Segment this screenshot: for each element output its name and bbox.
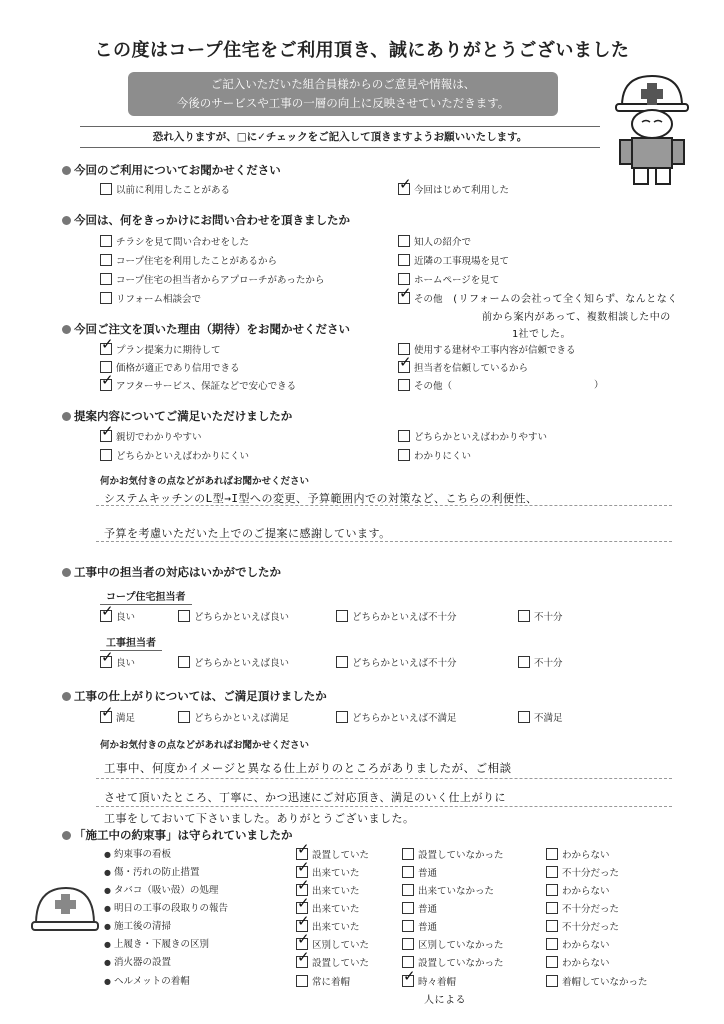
checkbox[interactable] [336,610,348,622]
q7-row-7-b[interactable]: ✓ 時々着帽 [402,975,456,989]
checkbox[interactable] [336,656,348,668]
checkbox[interactable] [178,610,190,622]
q7-row-4-c[interactable]: 不十分だった [546,920,619,934]
q7-row-1-b[interactable]: 普通 [402,866,437,880]
q4-option-2[interactable]: どちらかといえばわかりにくい [100,449,249,463]
q7-row-2-c[interactable]: わからない [546,884,610,898]
q5-group1-label: コープ住宅担当者 [100,588,192,605]
q7-row-0-b[interactable]: 設置していなかった [402,848,504,862]
q4-comment-label: 何かお気付きの点などがあればお聞かせください [100,476,310,487]
q3-option-0[interactable]: ✓プラン提案力に期待して [100,343,221,357]
q5-g1-opt-1[interactable]: どちらかといえば良い [178,610,289,624]
q2-option-7[interactable]: ✓ その他 [398,292,443,306]
q3-option-5[interactable]: その他（ [398,379,452,393]
checkbox[interactable] [398,254,410,266]
checkbox-checked[interactable] [398,183,410,195]
page-title: この度はコープ住宅をご利用頂き、誠にありがとうございました [94,40,630,61]
q3-other-close: ） [594,380,604,391]
q2-option-1[interactable]: 知人の紹介で [398,235,471,249]
checkbox[interactable] [402,848,414,860]
checkbox[interactable] [398,379,410,391]
q5-g2-opt-2[interactable]: どちらかといえば不十分 [336,656,457,670]
q6-comment-3: 工事をしておいて下さいました。ありがとうございました。 [104,812,415,825]
q7-row-4-b[interactable]: 普通 [402,920,437,934]
checkbox[interactable] [100,235,112,247]
q4-option-3[interactable]: わかりにくい [398,449,471,463]
q6-comment-1: 工事中、何度かイメージと異なる仕上がりのところがありましたが、ご相談 [104,761,512,775]
q7-row-4-a[interactable]: ✓ 出来ていた [296,920,360,934]
q4-option-0[interactable]: ✓親切でわかりやすい [100,430,202,444]
q3-option-4[interactable]: ✓アフターサービス、保証などで安心できる [100,379,296,393]
section-dot-icon [62,568,71,577]
checkbox-checked[interactable] [398,292,410,304]
q7-row-0-a[interactable]: ✓ 設置していた [296,848,369,862]
q7-row-1-c[interactable]: 不十分だった [546,866,619,880]
q4-title: 提案内容についてご満足いただけましたか [62,408,292,424]
q2-other-note-3: 1社でした。 [512,329,572,340]
q7-helmet-note: 人による [424,995,466,1006]
q7-row-4-item: ● 施工後の清掃 [104,920,171,934]
q3-option-1[interactable]: 使用する建材や工事内容が信頼できる [398,343,576,357]
q6-opt-3[interactable]: 不満足 [518,711,563,725]
checkbox[interactable] [518,656,530,668]
section-dot-icon [62,412,71,421]
comment-line [96,541,672,542]
q7-row-5-item: ● 上履き・下履きの区別 [104,938,209,952]
checkbox[interactable] [100,449,112,461]
q7-row-6-a[interactable]: ✓ 設置していた [296,956,369,970]
q5-g1-opt-0[interactable]: ✓良い [100,610,135,624]
q6-title: 工事の仕上がりについては、ご満足頂けましたか [62,688,327,704]
checkbox-checked[interactable] [100,379,112,391]
checkbox[interactable] [518,610,530,622]
q7-row-2-b[interactable]: 出来ていなかった [402,884,494,898]
q7-row-1-a[interactable]: ✓ 出来ていた [296,866,360,880]
checkbox-checked[interactable] [296,956,308,968]
checkbox[interactable] [546,956,558,968]
checkbox[interactable] [546,848,558,860]
q2-option-0[interactable]: チラシを見て問い合わせをした [100,235,249,249]
checkbox[interactable] [178,711,190,723]
checkbox[interactable] [398,430,410,442]
checkbox[interactable] [178,656,190,668]
q1-title: 今回のご利用についてお聞かせください [62,162,281,178]
q7-row-6-item: ● 消火器の設置 [104,956,171,970]
q5-g2-opt-0[interactable]: ✓良い [100,656,135,670]
q5-g1-opt-3[interactable]: 不十分 [518,610,563,624]
q7-row-0-c[interactable]: わからない [546,848,610,862]
section-dot-icon [62,692,71,701]
comment-line [96,778,672,779]
q7-row-3-a[interactable]: ✓ 出来ていた [296,902,360,916]
q6-opt-2[interactable]: どちらかといえば不満足 [336,711,457,725]
q7-row-3-item: ● 明日の工事の段取りの報告 [104,902,228,916]
q5-g1-opt-2[interactable]: どちらかといえば不十分 [336,610,457,624]
info-banner [128,72,558,116]
q7-row-7-item: ● ヘルメットの着帽 [104,975,190,989]
worker-mascot-icon [612,70,690,188]
q7-title: 「施工中の約束事」は守られていましたか [62,827,293,843]
q7-row-0-item: ● 約束事の看板 [104,848,171,862]
q7-row-5-c[interactable]: わからない [546,938,610,952]
comment-line [96,806,672,807]
q2-title: 今回は、何をきっかけにお問い合わせを頂きましたか [62,212,350,228]
q5-group2-label: 工事担当者 [100,634,162,651]
helmet-icon [30,880,100,936]
checkbox-checked[interactable] [398,361,410,373]
checkbox[interactable] [398,449,410,461]
q7-row-3-b[interactable]: 普通 [402,902,437,916]
q7-row-6-b[interactable]: 設置していなかった [402,956,504,970]
q2-option-5[interactable]: ホームページを見て [398,273,499,287]
banner-line-2: 今後のサービスや工事の一層の向上に反映させていただきます。 [176,96,510,110]
q4-option-1[interactable]: どちらかといえばわかりやすい [398,430,547,444]
q6-comment-label: 何かお気付きの点などがあればお聞かせください [100,740,310,751]
q3-option-2[interactable]: 価格が適正であり信用できる [100,361,240,375]
checkbox[interactable] [100,183,112,195]
checkbox-checked[interactable] [402,975,414,987]
q7-row-6-c[interactable]: わからない [546,956,610,970]
checkbox[interactable] [546,920,558,932]
q7-row-5-b[interactable]: 区別していなかった [402,938,504,952]
q7-row-1-item: ● 傷・汚れの防止措置 [104,866,200,880]
q5-g2-opt-1[interactable]: どちらかといえば良い [178,656,289,670]
q5-g2-opt-3[interactable]: 不十分 [518,656,563,670]
instruction-text: 恐れ入りますが、□に✓チェックをご記入して頂きますようお願いいたします。 [80,126,600,148]
checkbox[interactable] [402,902,414,914]
checkbox[interactable] [336,711,348,723]
q6-opt-1[interactable]: どちらかといえば満足 [178,711,289,725]
q6-opt-0[interactable]: ✓満足 [100,711,135,725]
q2-other-note-2: 前から案内があって、複数相談した中の [482,312,671,323]
q2-option-2[interactable]: コープ住宅を利用したことがあるから [100,254,277,268]
q2-option-4[interactable]: コープ住宅の担当者からアプローチがあったから [100,273,324,287]
checkbox[interactable] [546,866,558,878]
checkbox-checked[interactable] [100,430,112,442]
checkbox[interactable] [546,938,558,950]
q1-option-1[interactable]: ✓ 今回はじめて利用した [398,183,509,197]
checkbox-checked[interactable] [100,610,112,622]
banner-line-1: ご記入いただいた組合員様からのご意見や情報は、 [210,77,476,91]
section-dot-icon [62,216,71,225]
checkbox[interactable] [546,884,558,896]
q5-title: 工事中の担当者の対応はいかがでしたか [62,564,281,580]
checkbox[interactable] [402,920,414,932]
q1-option-0[interactable]: 以前に利用したことがある [100,183,230,197]
q7-row-7-a[interactable]: 常に着帽 [296,975,350,989]
checkbox[interactable] [546,975,558,987]
q7-row-3-c[interactable]: 不十分だった [546,902,619,916]
q2-option-3[interactable]: 近隣の工事現場を見て [398,254,509,268]
q7-row-2-item: ● タバコ（吸い殻）の処理 [104,884,218,898]
q2-other-note-1: (リフォームの会社って全く知らず、なんとなく [452,294,678,305]
checkbox[interactable] [100,292,112,304]
checkbox-checked[interactable] [100,711,112,723]
checkbox[interactable] [402,884,414,896]
q6-comment-2: させて頂いたところ、丁寧に、かつ迅速にご対応頂き、満足のいく仕上がりに [104,791,507,804]
q2-option-6[interactable]: リフォーム相談会で [100,292,201,306]
q4-comment-1: システムキッチンのL型→I型への変更、予算範囲内での対策など、こちらの利便性、 [104,492,538,505]
section-dot-icon [62,831,71,840]
checkbox[interactable] [100,254,112,266]
q7-row-2-a[interactable]: ✓ 出来ていた [296,884,360,898]
checkbox[interactable] [518,711,530,723]
q3-option-3[interactable]: ✓ 担当者を信頼しているから [398,361,528,375]
checkbox-checked[interactable] [100,656,112,668]
checkbox[interactable] [398,235,410,247]
q4-comment-2: 予算を考慮いただいた上でのご提案に感謝しています。 [104,527,391,540]
q7-row-7-c[interactable]: 着帽していなかった [546,975,648,989]
checkbox[interactable] [402,866,414,878]
checkbox-checked[interactable] [100,343,112,355]
section-dot-icon [62,325,71,334]
q3-title: 今回ご注文を頂いた理由（期待）をお聞かせください [62,321,350,337]
checkbox[interactable] [546,902,558,914]
section-dot-icon [62,166,71,175]
checkbox[interactable] [296,975,308,987]
checkbox[interactable] [100,273,112,285]
checkbox[interactable] [402,938,414,950]
q7-row-5-a[interactable]: ✓ 区別していた [296,938,369,952]
